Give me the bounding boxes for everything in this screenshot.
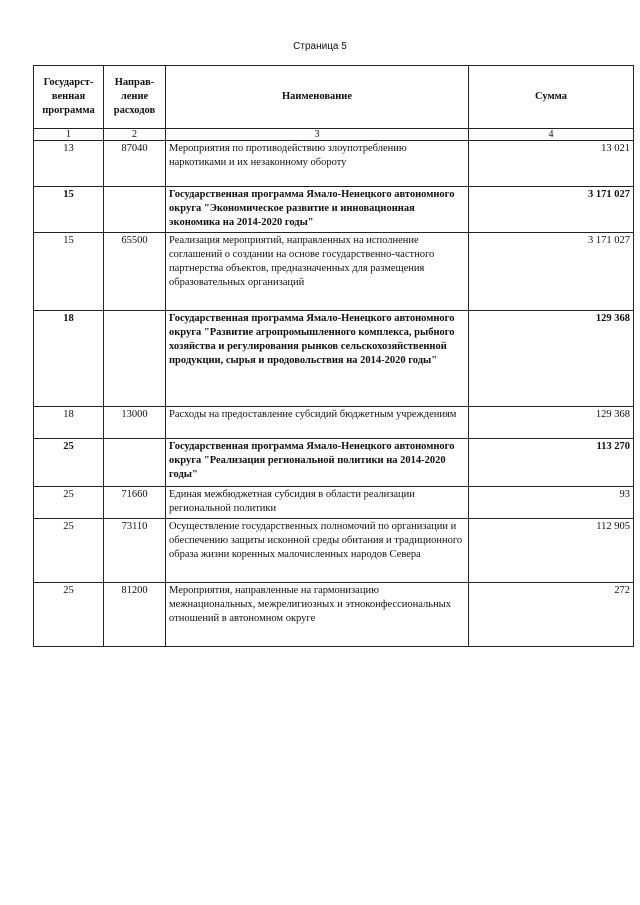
cell-program: 18 (34, 311, 104, 407)
cell-sum: 112 905 (469, 519, 634, 583)
cell-direction (104, 311, 166, 407)
table-row (34, 187, 634, 233)
cell-name: Мероприятия, направленные на гармонизацию межнациональных, межрелигиозных и этноконфессиональных отношений в автономном округе (166, 583, 469, 647)
column-number: 3 (166, 129, 469, 141)
cell-sum: 93 (469, 487, 634, 519)
table-row (34, 233, 634, 311)
header-program: Государст-венная программа (34, 66, 104, 129)
budget-table (33, 65, 634, 647)
cell-sum: 13 021 (469, 141, 634, 187)
cell-name: Единая межбюджетная субсидия в области реализации региональной политики (166, 487, 469, 519)
cell-name: Осуществление государственных полномочий по организации и обеспечению защиты исконной среды обитания и традиционного образа жизни коренных малочисленных народов Севера (166, 519, 469, 583)
cell-sum: 3 171 027 (469, 187, 634, 233)
cell-direction (104, 439, 166, 487)
table-row (34, 407, 634, 439)
cell-sum: 129 368 (469, 311, 634, 407)
cell-name: Расходы на предоставление субсидий бюджетным учреждениям (166, 407, 469, 439)
cell-name: Государственная программа Ямало-Ненецкого автономного округа "Реализация региональной политики на 2014-2020 годы" (166, 439, 469, 487)
column-number: 1 (34, 129, 104, 141)
cell-program: 25 (34, 439, 104, 487)
cell-direction: 73110 (104, 519, 166, 583)
cell-program: 18 (34, 407, 104, 439)
cell-program: 25 (34, 487, 104, 519)
header-name: Наименование (166, 66, 469, 129)
cell-direction: 71660 (104, 487, 166, 519)
cell-direction: 13000 (104, 407, 166, 439)
cell-name: Государственная программа Ямало-Ненецкого автономного округа "Развитие агропромышленного комплекса, рыбного хозяйства и регулирования рынков сельскохозяйственной продукции, сырья и продовольствия на 2014-2020 годы" (166, 311, 469, 407)
cell-program: 15 (34, 187, 104, 233)
table-row (34, 583, 634, 647)
table-row (34, 487, 634, 519)
cell-name: Государственная программа Ямало-Ненецкого автономного округа "Экономическое развитие и инновационная экономика на 2014-2020 годы" (166, 187, 469, 233)
column-number: 2 (104, 129, 166, 141)
cell-direction (104, 187, 166, 233)
cell-program: 15 (34, 233, 104, 311)
cell-direction: 65500 (104, 233, 166, 311)
cell-name: Реализация мероприятий, направленных на исполнение соглашений о создании на основе государственно-частного партнерства объектов, предназначенных для размещения образовательных организаций (166, 233, 469, 311)
table-row (34, 519, 634, 583)
column-number-row (34, 129, 634, 141)
table-row (34, 439, 634, 487)
cell-sum: 3 171 027 (469, 233, 634, 311)
cell-direction: 87040 (104, 141, 166, 187)
cell-sum: 113 270 (469, 439, 634, 487)
table-row (34, 311, 634, 407)
table-row (34, 141, 634, 187)
column-number: 4 (469, 129, 634, 141)
header-direction: Направ-ление расходов (104, 66, 166, 129)
cell-program: 25 (34, 519, 104, 583)
page-number-label: Страница 5 (293, 41, 347, 52)
header-sum: Сумма (469, 66, 634, 129)
cell-program: 13 (34, 141, 104, 187)
cell-sum: 129 368 (469, 407, 634, 439)
cell-name: Мероприятия по противодействию злоупотреблению наркотиками и их незаконному обороту (166, 141, 469, 187)
cell-program: 25 (34, 583, 104, 647)
table-header-row (34, 66, 634, 129)
cell-direction: 81200 (104, 583, 166, 647)
cell-sum: 272 (469, 583, 634, 647)
